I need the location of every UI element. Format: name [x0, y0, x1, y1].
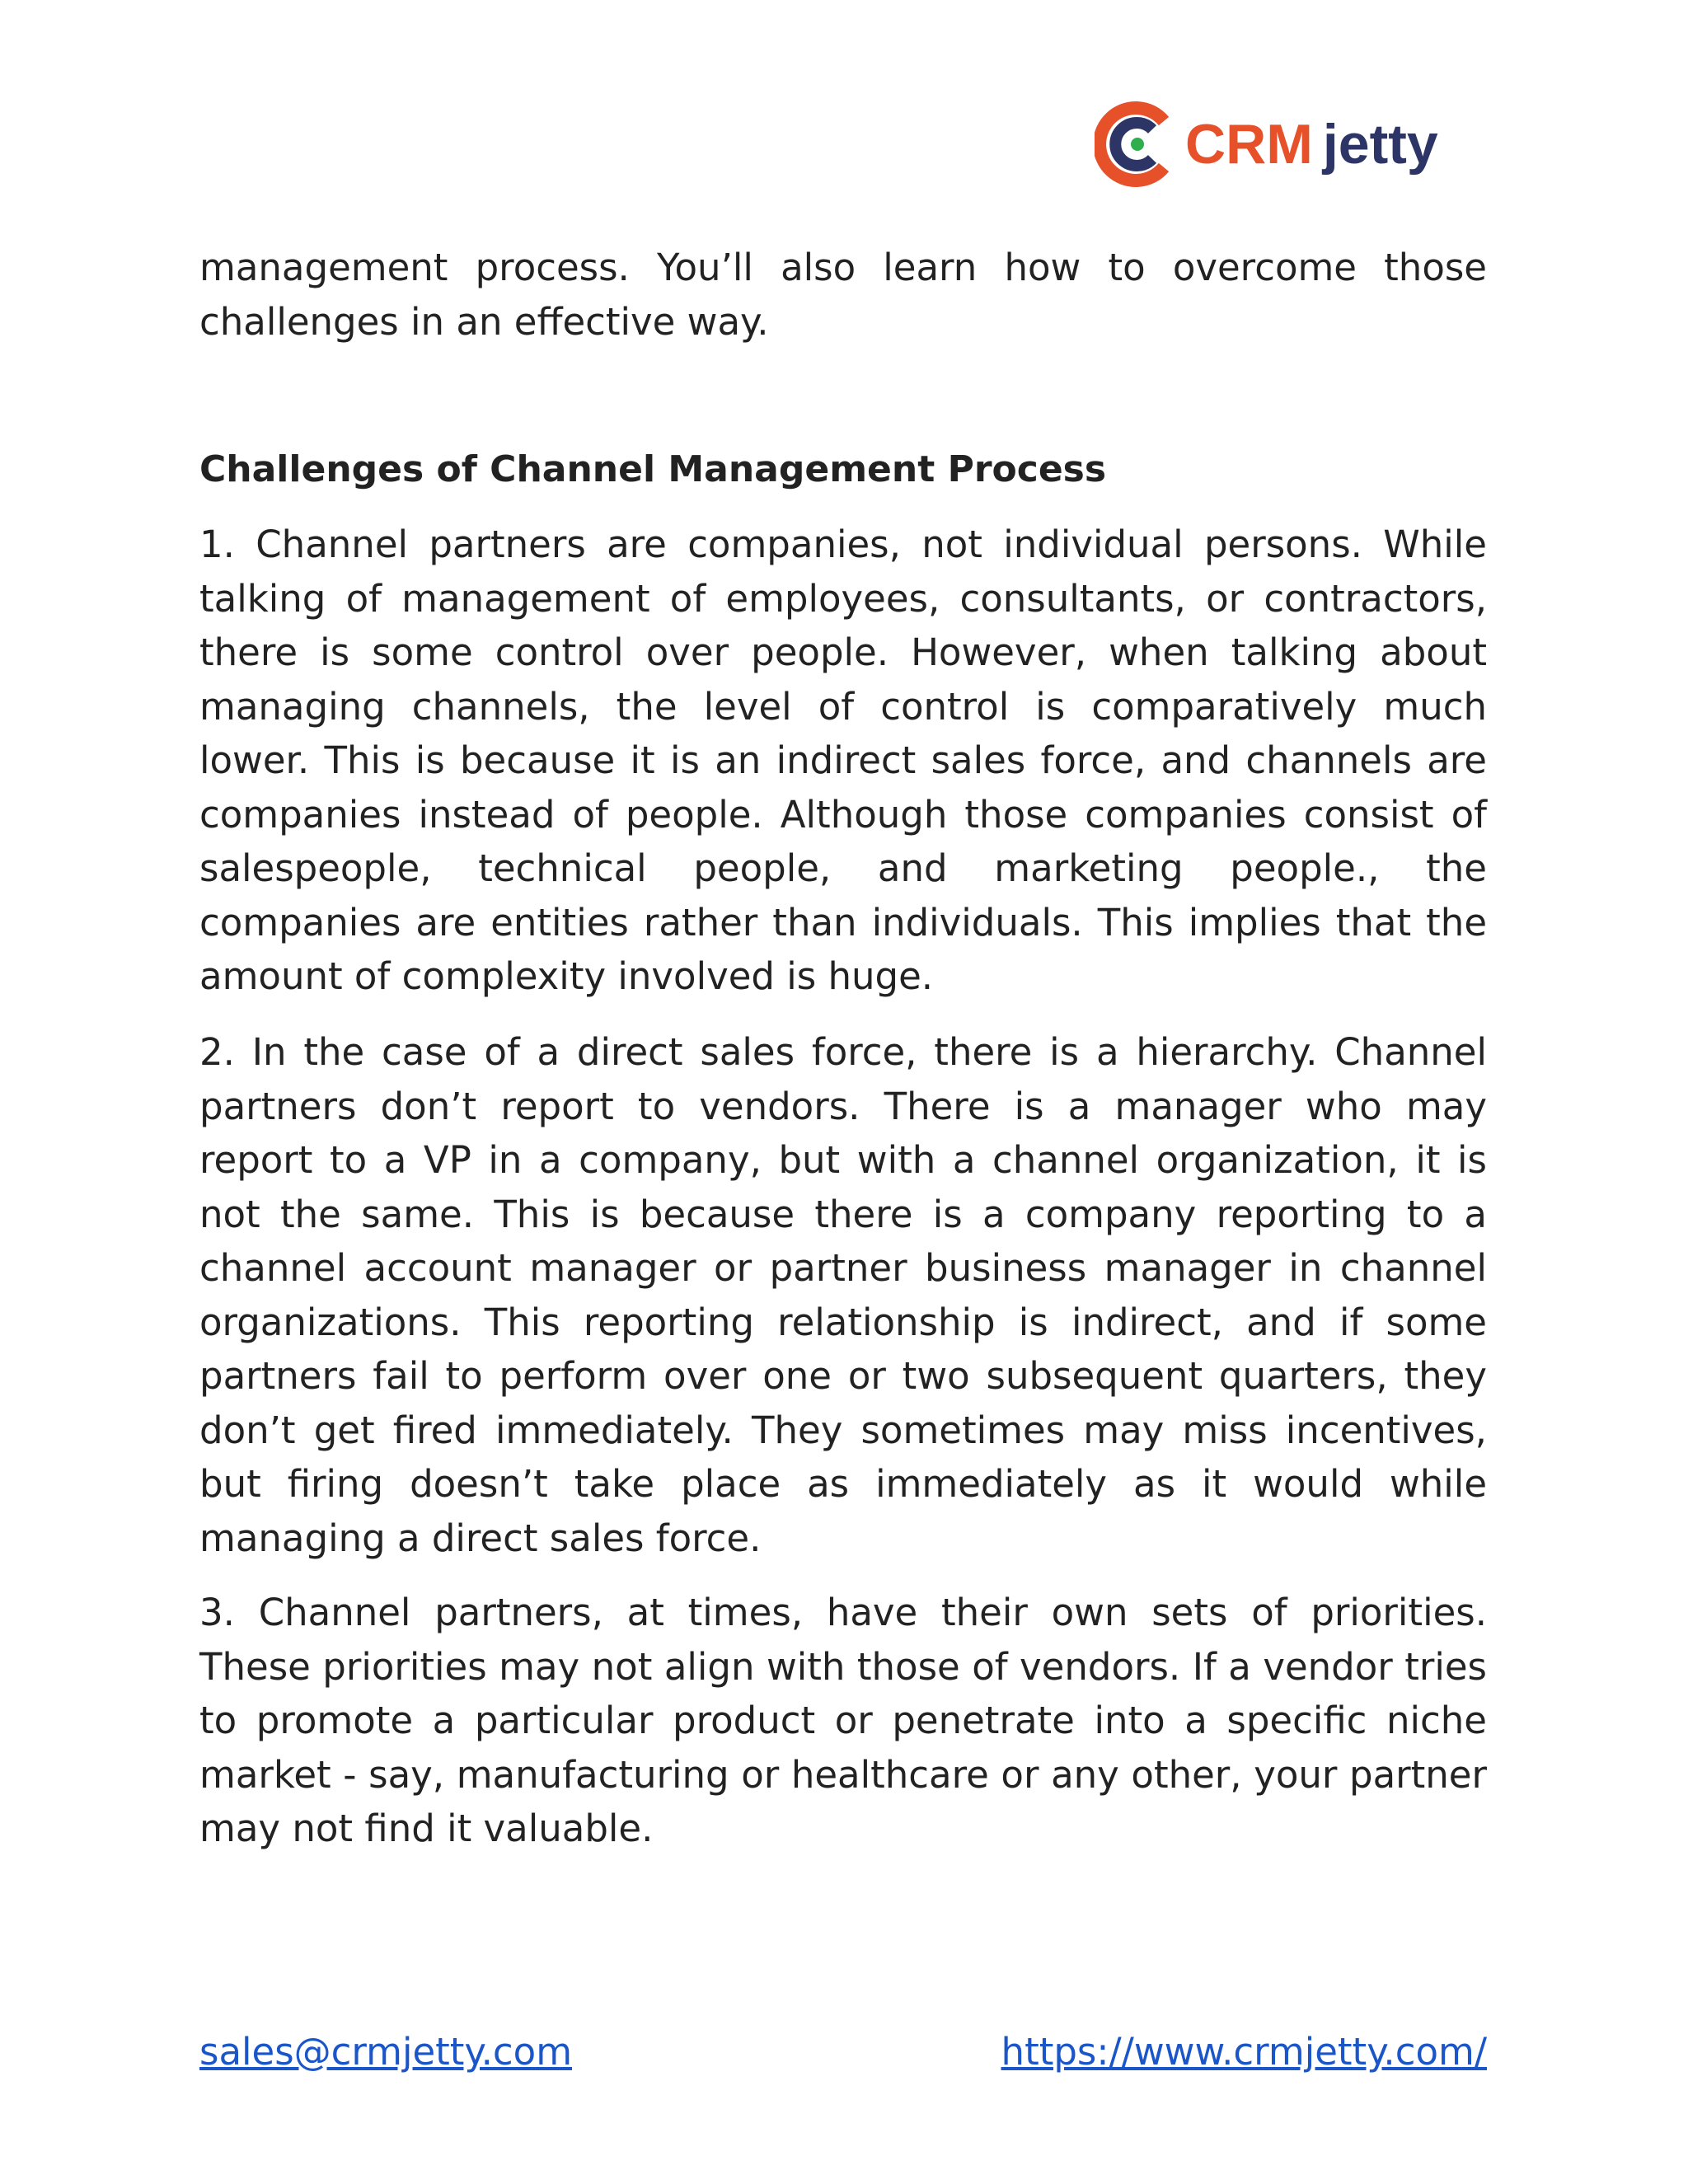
challenge-paragraph-2: 2. In the case of a direct sales force, there is a hierarchy. Channel partners don’t report to vendors. There is a manager who may report to a VP in a company, but with a channel organization, it is not the same. This is because there is a company reporting to a channel account manager or partner business manager in channel organizations. This reporting relationship is indirect, and if some partners fail to perform over one or two subsequent quarters, they don’t get fired immediately. They sometimes may miss incentives, but firing doesn’t take place as immediately as it would while managing a direct sales force.	[199, 1030, 1487, 1560]
intro-paragraph: management process. You’ll also learn how to overcome those challenges in an effective way.	[199, 246, 1487, 344]
crmjetty-logo-icon	[1095, 101, 1174, 187]
logo-jetty-text: jetty	[1322, 113, 1438, 176]
challenge-paragraph-3: 3. Channel partners, at times, have their own sets of priorities. These priorities may not align with those of vendors. If a vendor tries to promote a particular product or penetrate into a specific niche market - say, manufacturing or healthcare or any other, your partner may not find it valuable.	[199, 1591, 1487, 1850]
logo-crm-text: CRM	[1185, 113, 1313, 176]
crmjetty-logo	[1095, 99, 1441, 190]
section-heading: Challenges of Channel Management Process	[199, 448, 1107, 490]
challenge-paragraph-1: 1. Channel partners are companies, not individual persons. While talking of management of employees, consultants, or contractors, there is some control over people. However, when talking about managing channels, the level of control is comparatively much lower. This is because it is an indirect sales force, and channels are companies instead of people. Although those companies consist of salespeople, technical people, and marketing people., the companies are entities rather than individuals. This implies that the amount of complexity involved is huge.	[199, 523, 1487, 998]
email-link[interactable]: sales@crmjetty.com	[199, 2030, 573, 2074]
logo-wordmark	[1185, 112, 1438, 176]
website-link[interactable]: https://www.crmjetty.com/	[1001, 2030, 1487, 2074]
